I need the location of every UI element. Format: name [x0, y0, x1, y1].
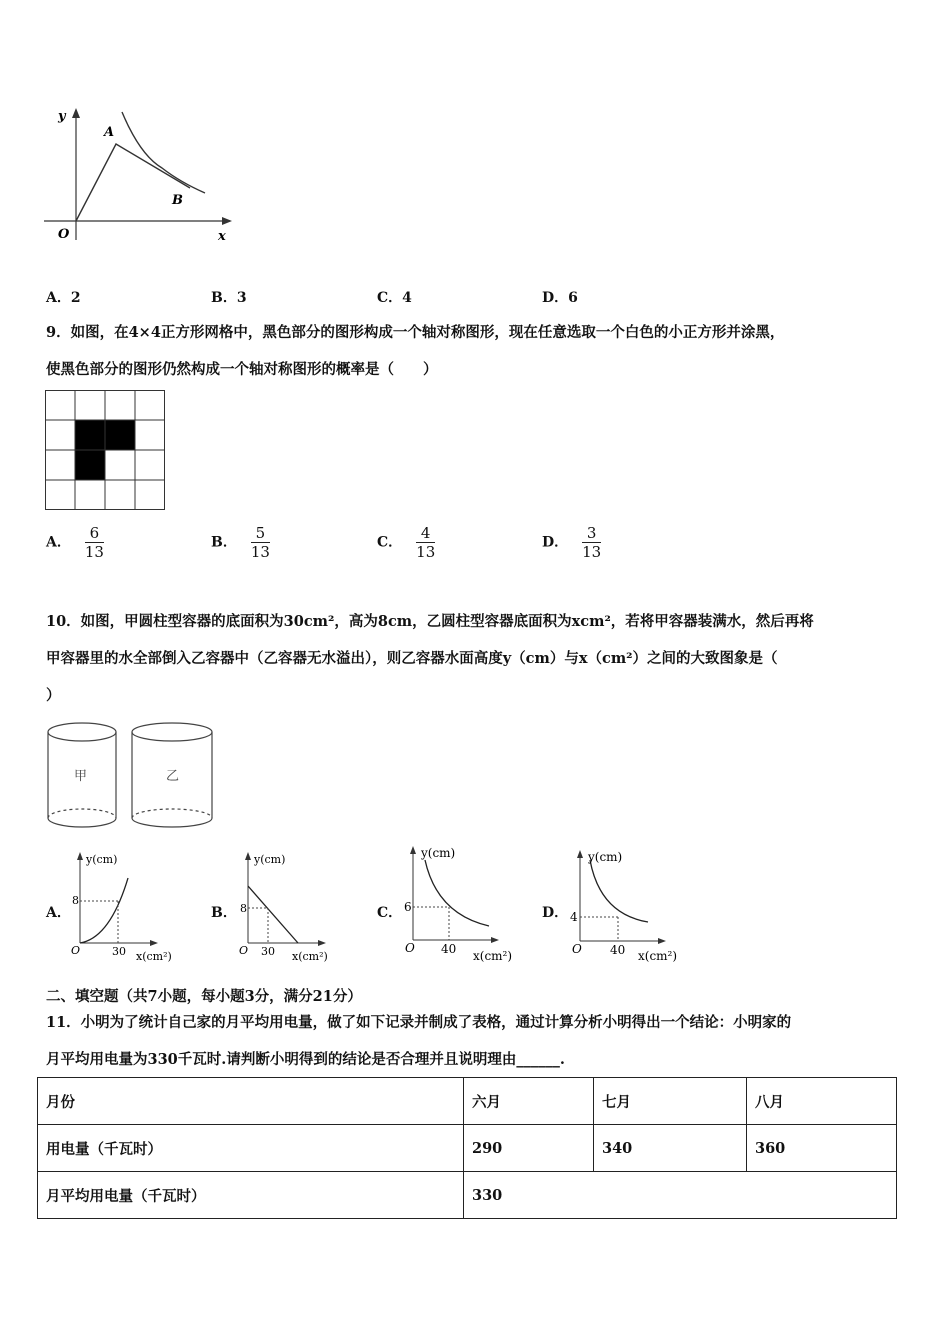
q8-graph-figure — [40, 100, 240, 250]
q10-graph-c — [395, 842, 525, 967]
fraction: $\frac{3}{13}$ — [582, 524, 602, 561]
cylinder-b-label: 乙 — [166, 769, 180, 784]
cylinder-a-label: 甲 — [74, 769, 88, 784]
fraction: $\frac{5}{13}$ — [250, 524, 270, 561]
q10-option-a-letter: A． — [46, 905, 71, 921]
table-cell: 月平均用电量（千瓦时） — [38, 1172, 464, 1219]
q8-option-d: D．6 — [542, 290, 578, 306]
graph-a-origin: O — [71, 944, 81, 957]
table-cell: 八月 — [747, 1078, 897, 1125]
q10-graph-a — [62, 848, 182, 968]
graph-c-x-label: x(cm²) — [473, 949, 513, 963]
graph-c-y-value: 6 — [404, 900, 412, 914]
table-cell: 七月 — [594, 1078, 747, 1125]
electricity-table — [37, 1077, 897, 1219]
fig8-y-label: y — [58, 109, 66, 124]
q10-line3: ） — [46, 687, 61, 704]
q10-option-d-letter: D． — [542, 905, 569, 921]
fig8-point-b: B — [172, 193, 183, 208]
table-cell: 月份 — [38, 1078, 464, 1125]
graph-b-x-value: 30 — [261, 945, 275, 958]
q8-option-c: C．4 — [377, 290, 412, 306]
graph-b-y-value: 8 — [240, 902, 247, 915]
q9-option-b: B． $\frac{5}{13}$ — [211, 524, 270, 561]
table-row — [38, 1172, 897, 1219]
graph-c-y-label: y(cm) — [421, 846, 456, 860]
graph-d-origin: O — [572, 942, 582, 956]
q9-line1: 9．如图，在4×4正方形网格中，黑色部分的图形构成一个轴对称图形，现在任意选取一个白色的小正方形并涂黑， — [46, 324, 785, 341]
graph-c-origin: O — [405, 941, 415, 955]
graph-a-x-value: 30 — [112, 945, 126, 958]
table-cell: 六月 — [464, 1078, 594, 1125]
graph-d-x-value: 40 — [610, 943, 626, 957]
fig8-point-a: A — [104, 125, 115, 140]
graph-c-x-value: 40 — [441, 942, 457, 956]
q9-line2: 使黑色部分的图形仍然构成一个轴对称图形的概率是（ ） — [46, 361, 438, 378]
q8-option-b: B．3 — [211, 290, 247, 306]
fig8-x-label: x — [218, 229, 226, 244]
section-heading: 二、填空题（共7小题，每小题3分，满分21分） — [46, 988, 362, 1005]
table-cell: 340 — [594, 1125, 747, 1172]
q9-option-d: D． $\frac{3}{13}$ — [542, 524, 602, 561]
graph-a-y-label: y(cm) — [86, 853, 118, 866]
q10-graph-b — [230, 848, 350, 968]
q9-option-c: C． $\frac{4}{13}$ — [377, 524, 436, 561]
table-cell: 用电量（千瓦时） — [38, 1125, 464, 1172]
graph-d-y-value: 4 — [570, 910, 578, 924]
q10-option-b-letter: B． — [211, 905, 237, 921]
graph-b-origin: O — [239, 944, 249, 957]
q8-option-a: A．2 — [46, 290, 81, 306]
graph-a-x-label: x(cm²) — [136, 950, 172, 963]
q11-line2: 月平均用电量为330千瓦时.请判断小明得到的结论是否合理并且说明理由______. — [46, 1051, 565, 1068]
fraction: $\frac{4}{13}$ — [416, 524, 436, 561]
table-cell: 360 — [747, 1125, 897, 1172]
q10-line2: 甲容器里的水全部倒入乙容器中（乙容器无水溢出），则乙容器水面高度y（cm）与x（cm²）之间的大致图象是（ — [46, 650, 778, 667]
graph-a-y-value: 8 — [72, 894, 79, 907]
q10-line1: 10．如图，甲圆柱型容器的底面积为30cm²，高为8cm，乙圆柱型容器底面积为xcm²，若将甲容器装满水，然后再将 — [46, 613, 814, 630]
fig8-origin-label: O — [58, 227, 70, 242]
table-row — [38, 1125, 897, 1172]
graph-d-y-label: y(cm) — [588, 850, 623, 864]
table-cell: 290 — [464, 1125, 594, 1172]
q11-line1: 11．小明为了统计自己家的月平均用电量，做了如下记录并制成了表格，通过计算分析小明得出一个结论：小明家的 — [46, 1014, 792, 1031]
q9-grid-figure — [45, 390, 165, 510]
table-row — [38, 1078, 897, 1125]
fraction: $\frac{6}{13}$ — [84, 524, 104, 561]
q10-cylinders-figure — [42, 718, 222, 836]
table-cell: 330 — [464, 1172, 897, 1219]
graph-d-x-label: x(cm²) — [638, 949, 678, 963]
q10-graph-d — [562, 846, 692, 968]
graph-b-x-label: x(cm²) — [292, 950, 328, 963]
q9-option-a: A． $\frac{6}{13}$ — [46, 524, 104, 561]
graph-b-y-label: y(cm) — [254, 853, 286, 866]
q10-option-c-letter: C． — [377, 905, 403, 921]
